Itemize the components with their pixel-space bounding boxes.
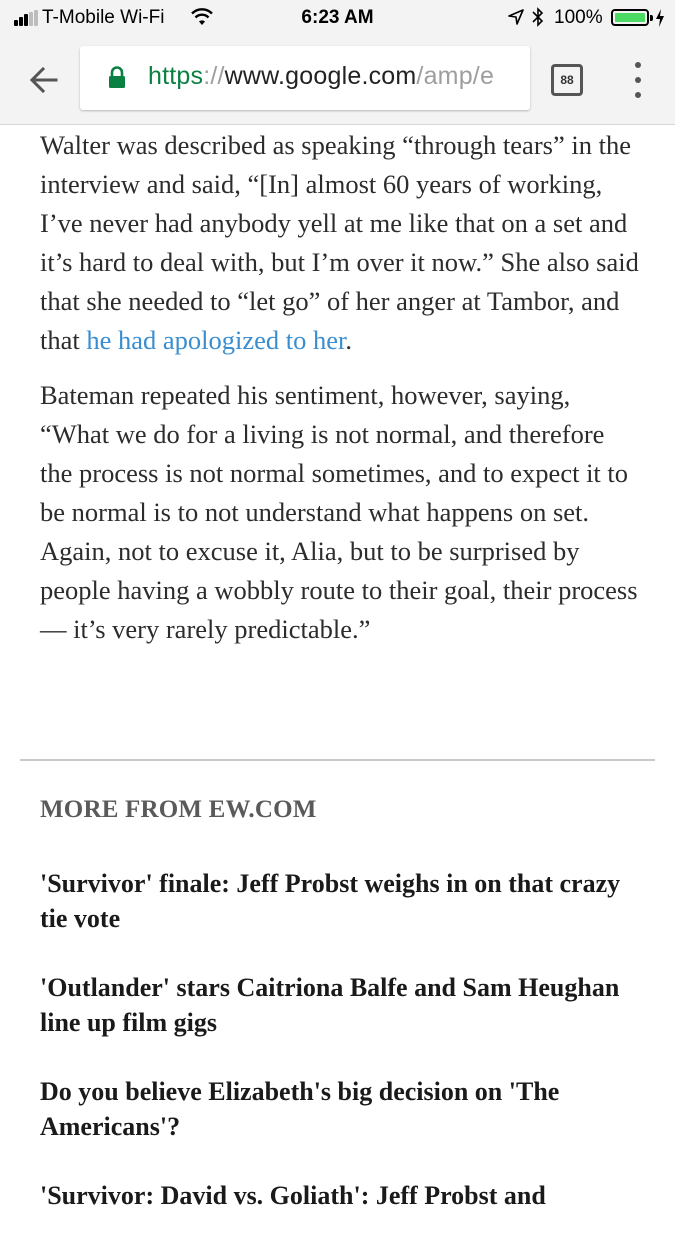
article-paragraph: Bateman repeated his sentiment, however, saying, “What we do for a living is not normal, and therefore the process is not normal sometimes, and to expect it to be normal is to not understand what happens on set. Again, not to excuse it, Alia, but to be surprised by people having a wobbly route to their goal, their process — it’s very rarely predictable.” — [40, 380, 638, 644]
address-bar[interactable] — [80, 46, 530, 110]
related-articles-list — [40, 866, 640, 1247]
bluetooth-icon — [532, 7, 544, 27]
overflow-menu-icon[interactable] — [630, 62, 646, 98]
url-host: www.google.com — [224, 62, 417, 90]
url-text[interactable] — [148, 62, 494, 91]
url-scheme: https — [148, 62, 204, 90]
battery-percentage: 100% — [554, 7, 603, 28]
status-bar — [0, 0, 675, 36]
article-body — [40, 126, 640, 665]
location-arrow-icon — [508, 9, 524, 25]
lock-icon — [108, 66, 126, 88]
apology-link[interactable]: he had apologized to her — [86, 325, 346, 355]
tab-switcher-button[interactable]: 88 — [551, 64, 583, 96]
url-path: /amp/e — [416, 62, 495, 90]
browser-toolbar — [0, 36, 675, 125]
related-article-link[interactable]: 'Survivor: David vs. Goliath': Jeff Probst and — [40, 1181, 546, 1210]
related-article-link[interactable]: 'Outlander' stars Caitriona Balfe and Sam Heughan line up film gigs — [40, 973, 620, 1037]
related-article-link[interactable]: Do you believe Elizabeth's big decision on 'The Americans'? — [40, 1077, 560, 1141]
related-article-link[interactable]: 'Survivor' finale: Jeff Probst weighs in on that crazy tie vote — [40, 869, 621, 933]
url-separator: :// — [203, 62, 225, 90]
charging-icon — [655, 8, 665, 28]
status-time: 6:23 AM — [301, 7, 374, 28]
carrier-name: T-Mobile Wi-Fi — [42, 7, 165, 28]
more-from-heading: MORE FROM EW.COM — [40, 796, 317, 823]
paragraph-text-end: . — [345, 325, 353, 355]
paragraph-text: Walter was described as speaking “through tears” in the interview and said, “[In] almost 60 years of working, I’ve never had anybody yell at me like that on a set and it’s hard to deal with, but I’m over it now.” She also said that she needed to “let go” of her anger at Tambor, and that — [40, 130, 639, 355]
back-arrow-icon[interactable] — [24, 60, 64, 100]
battery-icon — [611, 9, 649, 26]
section-divider — [20, 759, 655, 761]
url-fade — [500, 46, 530, 110]
article-paragraph — [40, 126, 640, 360]
